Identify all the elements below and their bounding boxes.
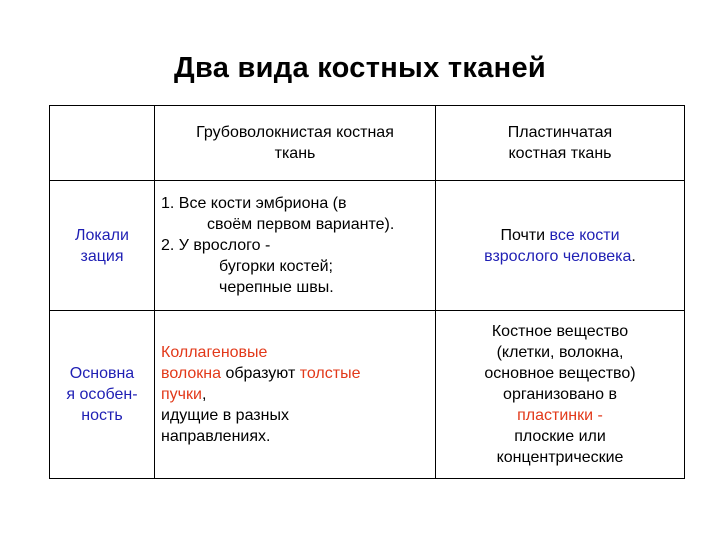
- header-lamellar-line-2: костная ткань: [508, 145, 612, 162]
- feat-coarse-line-3: [161, 384, 435, 405]
- feat-coarse-line-1: Коллагеновые: [161, 344, 268, 361]
- loc-lamellar-text-adult: взрослого человека: [484, 247, 632, 265]
- header-lamellar: [436, 106, 685, 181]
- feat-lamellar-line-4: организовано в: [503, 386, 617, 403]
- feat-coarse-text-thick: толстые: [299, 365, 361, 382]
- loc-lamellar-text-almost: Почти: [500, 226, 550, 244]
- loc-coarse-line-1: 1. Все кости эмбриона (в: [161, 195, 347, 212]
- row-label-features-line-1: Основна: [69, 365, 135, 382]
- feat-lamellar-line-5: пластинки -: [517, 407, 603, 424]
- loc-coarse-line-2: своём первом варианте).: [207, 216, 395, 233]
- row-label-localization: [50, 181, 155, 311]
- feat-coarse-text-fibers: волокна: [161, 365, 222, 382]
- header-coarse-line-2: ткань: [274, 145, 316, 162]
- feat-coarse-line-4: идущие в разных: [161, 407, 289, 424]
- row-label-features-line-2: я особен-: [66, 386, 138, 403]
- feat-coarse-text-bundles: пучки: [161, 386, 202, 403]
- cell-localization-coarse: [155, 181, 436, 311]
- table-row-features: [50, 311, 685, 479]
- feat-lamellar-line-3: основное вещество): [484, 365, 636, 382]
- feat-lamellar-line-2: (клетки, волокна,: [496, 344, 624, 361]
- loc-coarse-line-5: черепные швы.: [219, 279, 334, 296]
- row-label-features-line-3: ность: [81, 407, 123, 424]
- loc-coarse-line-3: 2. У вpослого -: [161, 237, 271, 254]
- feat-coarse-text-form: образуют: [221, 365, 300, 382]
- comparison-table: [49, 105, 685, 479]
- empty-corner-cell: [50, 106, 155, 181]
- header-coarse-line-1: Грубоволокнистая костная: [196, 124, 394, 141]
- cell-features-coarse: [155, 311, 436, 479]
- feat-lamellar-line-7: концентрические: [496, 449, 624, 466]
- row-label-localization-line-1: Локали: [75, 226, 129, 244]
- header-lamellar-line-1: Пластинчатая: [507, 124, 613, 141]
- feat-lamellar-line-6: плоские или: [514, 428, 606, 445]
- feat-coarse-line-2: [161, 363, 435, 384]
- cell-localization-lamellar: [436, 181, 685, 311]
- table-row-localization: [50, 181, 685, 311]
- header-coarse-fibered: [155, 106, 436, 181]
- feat-coarse-line-5: направлениях.: [161, 428, 271, 445]
- row-label-localization-line-2: зация: [80, 247, 124, 265]
- loc-lamellar-line-2: [436, 246, 684, 267]
- loc-lamellar-text-period: .: [631, 247, 636, 265]
- cell-features-lamellar: [436, 311, 685, 479]
- loc-lamellar-text-all-bones: все кости: [549, 226, 620, 244]
- loc-lamellar-line-1: [436, 225, 684, 246]
- row-label-features: [50, 311, 155, 479]
- page-title: Два вида костных тканей: [173, 52, 547, 84]
- feat-coarse-text-comma: ,: [201, 386, 207, 403]
- feat-lamellar-line-1: Костное вещество: [491, 323, 629, 340]
- table-header-row: [50, 106, 685, 181]
- loc-coarse-line-4: бугорки костей;: [219, 258, 333, 275]
